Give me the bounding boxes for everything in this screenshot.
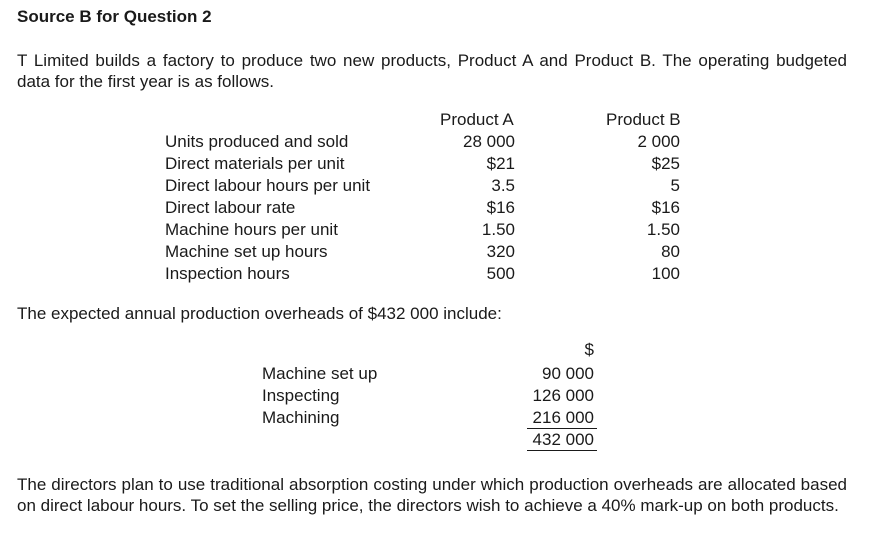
- cell-product-b: $25: [651, 154, 680, 173]
- overheads-intro: The expected annual production overheads of $432 000 include:: [17, 304, 502, 323]
- cell-product-b: 2 000: [637, 132, 680, 151]
- cell-product-a: 500: [486, 264, 515, 283]
- row-label: Direct labour hours per unit: [165, 176, 371, 195]
- total-rule: [527, 450, 597, 451]
- overhead-total: 432 000: [532, 430, 594, 449]
- cell-product-b: 1.50: [646, 220, 680, 239]
- cell-product-b: $16: [651, 198, 680, 217]
- cell-product-a: 1.50: [481, 220, 515, 239]
- cell-product-a: $21: [486, 154, 515, 173]
- column-header-product-a: Product A: [440, 110, 514, 129]
- row-label: Machine set up hours: [165, 242, 328, 261]
- cell-product-a: 3.5: [491, 176, 515, 195]
- row-label: Machine hours per unit: [165, 220, 338, 239]
- row-label: Units produced and sold: [165, 132, 349, 151]
- overhead-amount: 216 000: [532, 408, 594, 427]
- row-label: Direct materials per unit: [165, 154, 345, 173]
- overhead-label: Machine set up: [262, 364, 378, 383]
- column-header-product-b: Product B: [606, 110, 681, 129]
- closing-paragraph: The directors plan to use traditional absorption costing under which production overheads are allocated based on direct labour hours. To set the selling price, the directors wish to achieve a 40% mark-up on both products.: [17, 475, 847, 515]
- cell-product-a: 320: [486, 242, 515, 261]
- cell-product-a: 28 000: [463, 132, 515, 151]
- subtotal-rule: [527, 428, 597, 429]
- section-heading: Source B for Question 2: [17, 7, 212, 26]
- cell-product-a: $16: [486, 198, 515, 217]
- cell-product-b: 5: [670, 176, 680, 195]
- row-label: Direct labour rate: [165, 198, 296, 217]
- intro-paragraph: T Limited builds a factory to produce two new products, Product A and Product B. The operating budgeted data for the first year is as follows.: [17, 51, 847, 91]
- cell-product-b: 100: [651, 264, 680, 283]
- overhead-amount: 90 000: [542, 364, 594, 383]
- row-label: Inspection hours: [165, 264, 290, 283]
- overhead-label: Inspecting: [262, 386, 340, 405]
- cell-product-b: 80: [661, 242, 680, 261]
- overhead-label: Machining: [262, 408, 340, 427]
- currency-header: $: [584, 340, 594, 359]
- overhead-amount: 126 000: [532, 386, 594, 405]
